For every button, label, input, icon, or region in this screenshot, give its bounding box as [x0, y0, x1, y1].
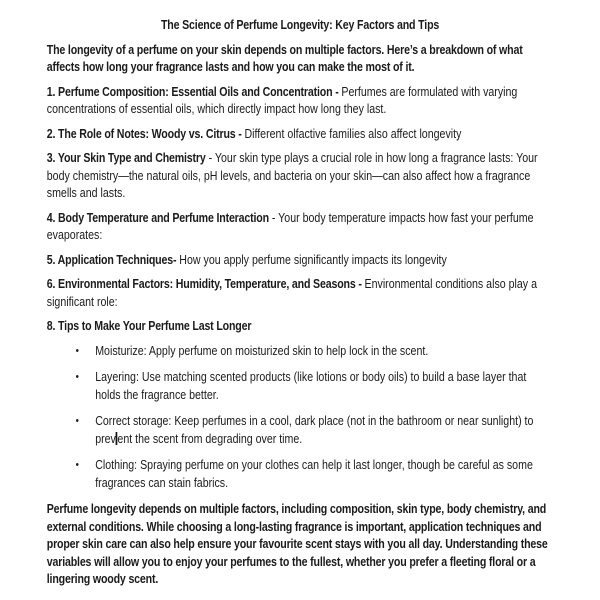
section-lead: 5. Application Techniques-	[46, 252, 177, 267]
text-after-cursor: ent the scent from degrading over time.	[117, 431, 303, 446]
bullet-text: Layering: Use matching scented products (like lotions or body oils) to build a base layer that holds the fragrance better.	[95, 370, 527, 402]
section-lead: 1. Perfume Composition: Essential Oils and Concentration -	[46, 84, 342, 99]
section-lead: 3. Your Skin Type and Chemistry	[46, 151, 206, 165]
section-paragraph-environmental[interactable]	[47, 276, 554, 311]
bullet-dot: •	[75, 344, 79, 357]
bullet-item-correct-storage[interactable]	[47, 413, 554, 448]
section-paragraph-composition[interactable]	[47, 84, 554, 119]
section-lead: 4. Body Temperature and Perfume Interaction	[46, 210, 269, 225]
document-title[interactable]: The Science of Perfume Longevity: Key Factors and Tips	[160, 18, 440, 32]
bullet-list	[47, 343, 554, 493]
section-body: Environmental conditions also play a significant role:	[46, 277, 537, 309]
section-lead: 2. The Role of Notes: Woody vs. Citrus -	[46, 126, 245, 141]
text-before-cursor: Correct storage: Keep perfumes in a cool, dark place (not in the bathroom or near sunlight) to prev	[95, 414, 534, 446]
section-paragraph-notes[interactable]	[47, 126, 554, 144]
bullet-text: Moisturize: Apply perfume on moisturized skin to help lock in the scent.	[95, 343, 429, 358]
intro-paragraph[interactable]: The longevity of a perfume on your skin depends on multiple factors. Here’s a breakdown of what affects how long your fragrance lasts and how you can make the most of it.	[46, 42, 523, 74]
section-body: - Your skin type plays a crucial role in how long a fragrance lasts: Your body chemistry—the natural oils, pH levels, and bacteria on your skin—can also affect how a fragrance smells and lasts.	[46, 151, 538, 200]
bullet-dot: •	[75, 459, 79, 471]
section-body: Different olfactive families also affect longevity	[244, 126, 462, 141]
section-paragraph-body-temperature[interactable]	[47, 210, 554, 245]
bullet-dot: •	[75, 371, 79, 383]
section-paragraph-application[interactable]	[47, 252, 554, 270]
bullet-item-moisturize[interactable]	[47, 343, 554, 361]
section-body: Perfumes are formulated with varying concentrations of essential oils, which directly impact how long they last.	[46, 84, 518, 116]
tips-heading[interactable]: 8. Tips to Make Your Perfume Last Longer	[46, 319, 252, 333]
section-body: How you apply perfume significantly impacts its longevity	[176, 252, 447, 267]
bullet-text	[95, 413, 553, 448]
closing-paragraph[interactable]: Perfume longevity depends on multiple factors, including composition, skin type, body chemistry, and external conditions. While choosing a long-lasting fragrance is important, application techniques and proper skin care can also help ensure your favourite scent stays with you all day. Understanding these variables will allow you to enjoy your perfumes to the fullest, whether you prefer a fleeting floral or a lingering woody scent.	[46, 502, 548, 586]
bullet-text: Clothing: Spraying perfume on your clothes can help it last longer, though be careful as some fragrances can stain fabrics.	[95, 458, 533, 490]
bullet-dot: •	[75, 415, 79, 427]
section-paragraph-skin-type[interactable]	[47, 150, 554, 203]
section-lead: 6. Environmental Factors: Humidity, Temperature, and Seasons -	[46, 277, 365, 291]
section-body: - Your body temperature impacts how fast your perfume evaporates:	[46, 210, 534, 242]
bullet-item-layering[interactable]	[47, 369, 554, 404]
bullet-item-clothing[interactable]	[47, 457, 554, 492]
